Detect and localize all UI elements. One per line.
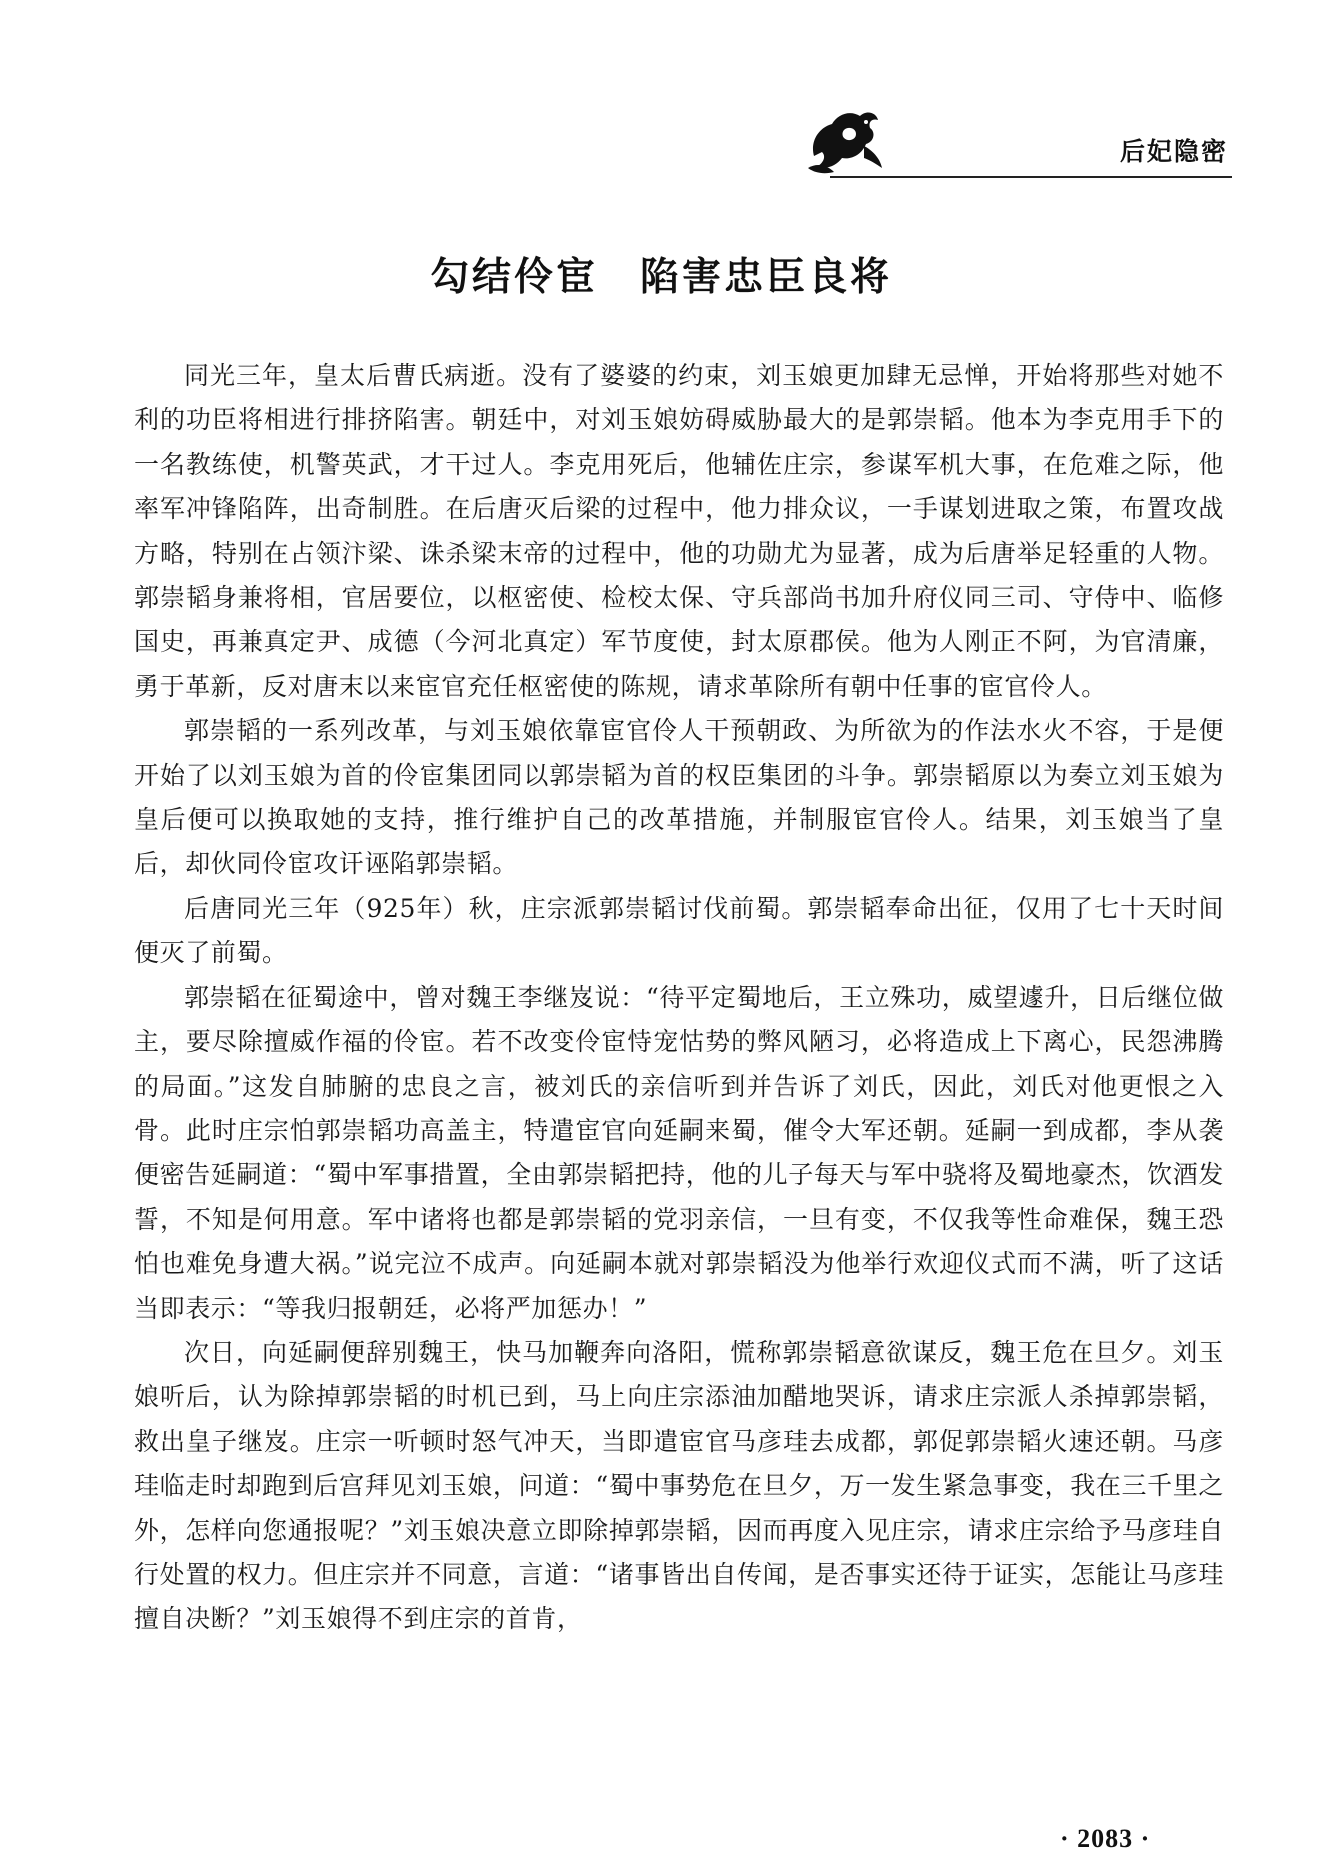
page-number: · 2083 ·	[1060, 1824, 1151, 1853]
paragraph: 郭崇韬的一系列改革，与刘玉娘依靠宦官伶人干预朝政、为所欲为的作法水火不容，于是便开始了以刘玉娘为首的伶宦集团同以郭崇韬为首的权臣集团的斗争。郭崇韬原以为奏立刘玉娘为皇后便可以换取她的支持，推行维护自己的改革措施，并制服宦官伶人。结果，刘玉娘当了皇后，却伙同伶宦攻讦诬陷郭崇韬。	[134, 716, 1224, 879]
paragraph: 郭崇韬在征蜀途中，曾对魏王李继岌说：“待平定蜀地后，王立殊功，威望遽升，日后继位做主，要尽除擅威作福的伶宦。若不改变伶宦恃宠怙势的弊风陋习，必将造成上下离心，民怨沸腾的局面。”这发自肺腑的忠良之言，被刘氏的亲信听到并告诉了刘氏，因此，刘氏对他更恨之入骨。此时庄宗怕郭崇韬功高盖主，特遣宦官向延嗣来蜀，催令大军还朝。延嗣一到成都，李从袭便密告延嗣道：“蜀中军事措置，全由郭崇韬把持，他的儿子每天与军中骁将及蜀地豪杰，饮酒发誓，不知是何用意。军中诸将也都是郭崇韬的党羽亲信，一旦有变，不仅我等性命难保，魏王恐怕也难免身遭大祸。”说完泣不成声。向延嗣本就对郭崇韬没为他举行欢迎仪式而不满，听了这话当即表示：“等我归报朝廷，必将严加惩办！”	[134, 982, 1224, 1323]
dragon-icon	[804, 106, 886, 176]
paragraph: 后唐同光三年（925年）秋，庄宗派郭崇韬讨伐前蜀。郭崇韬奉命出征，仅用了七十天时间便灭了前蜀。	[134, 893, 1224, 968]
running-header	[792, 96, 1232, 178]
paragraph: 次日，向延嗣便辞别魏王，快马加鞭奔向洛阳，慌称郭崇韬意欲谋反，魏王危在旦夕。刘玉娘听后，认为除掉郭崇韬的时机已到，马上向庄宗添油加醋地哭诉，请求庄宗派人杀掉郭崇韬，救出皇子继岌。庄宗一听顿时怒气冲天，当即遣宦官马彦珪去成都，郭促郭崇韬火速还朝。马彦珪临走时却跑到后宫拜见刘玉娘，问道：“蜀中事势危在旦夕，万一发生紧急事变，我在三千里之外，怎样向您通报呢？”刘玉娘决意立即除掉郭崇韬，因而再度入见庄宗，请求庄宗给予马彦珪自行处置的权力。但庄宗并不同意，言道：“诸事皆出自传闻，是否事实还待于证实，怎能让马彦珪擅自决断？”刘玉娘得不到庄宗的首肯，	[134, 1337, 1224, 1634]
article-title: 勾结伶宦 陷害忠臣良将	[429, 255, 892, 300]
section-title: 后妃隐密	[1119, 137, 1228, 166]
article-body	[134, 354, 1224, 1642]
header-rule	[830, 176, 1232, 178]
paragraph: 同光三年，皇太后曹氏病逝。没有了婆婆的约束，刘玉娘更加肆无忌惮，开始将那些对她不利的功臣将相进行排挤陷害。朝廷中，对刘玉娘妨碍威胁最大的是郭崇韬。他本为李克用手下的一名教练使，机警英武，才干过人。李克用死后，他辅佐庄宗，参谋军机大事，在危难之际，他率军冲锋陷阵，出奇制胜。在后唐灭后梁的过程中，他力排众议，一手谋划进取之策，布置攻战方略，特别在占领汴梁、诛杀梁末帝的过程中，他的功勋尤为显著，成为后唐举足轻重的人物。郭崇韬身兼将相，官居要位，以枢密使、检校太保、守兵部尚书加升府仪同三司、守侍中、临修国史，再兼真定尹、成德（今河北真定）军节度使，封太原郡侯。他为人刚正不阿，为官清廉，勇于革新，反对唐末以来宦官充任枢密使的陈规，请求革除所有朝中任事的宦官伶人。	[134, 361, 1224, 701]
